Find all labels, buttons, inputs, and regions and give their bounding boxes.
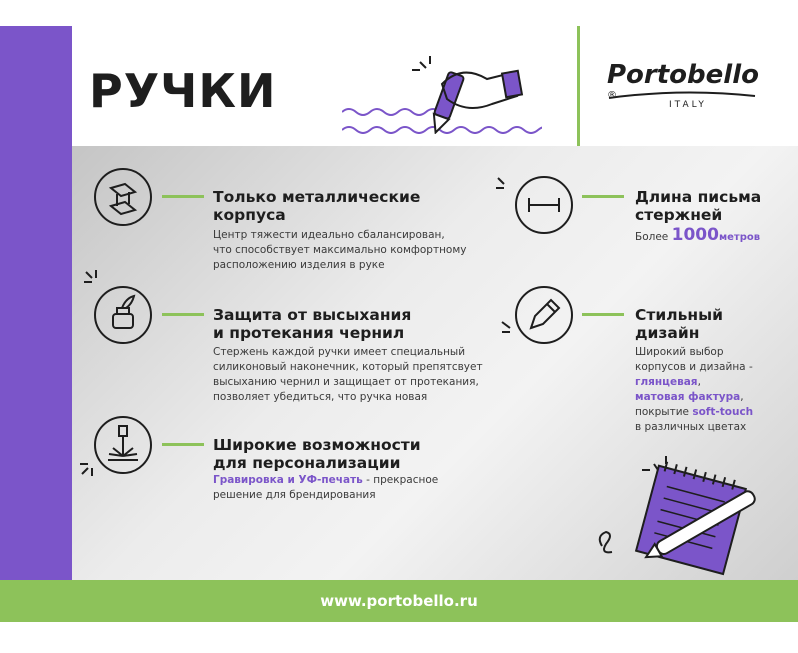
- hand-pen-illustration: [342, 54, 542, 134]
- pen-design-icon: [515, 286, 573, 344]
- feature-title-drying: Защита от высыхания и протекания чернил: [213, 306, 412, 342]
- connector-line: [162, 313, 204, 316]
- feature-desc-drying: Стержень каждой ручки имеет специальный силиконовый наконечник, который препятсвует высыханию чернил и защищает от протекания, позволяет убедиться, что ручка новая: [213, 346, 483, 403]
- sparkle-icon: [78, 456, 100, 478]
- inkwell-icon: [94, 286, 152, 344]
- features-panel: [72, 146, 798, 580]
- feature-title-metal: Только металлические корпуса: [213, 188, 421, 224]
- footer: [0, 580, 798, 622]
- feature-title-personalization: Широкие возможности для персонализации: [213, 436, 421, 472]
- length-unit: метров: [718, 232, 761, 243]
- sparkle-icon: [494, 174, 514, 194]
- page-title: РУЧКИ: [89, 64, 277, 118]
- website-link[interactable]: www.portobello.ru: [320, 592, 478, 610]
- logo-reg: ®: [607, 90, 617, 101]
- logo-swoosh-icon: [607, 88, 757, 100]
- laser-engraving-icon: [94, 416, 152, 474]
- length-number: 1000: [671, 225, 719, 245]
- highlight-soft-touch: soft-touch: [692, 406, 754, 418]
- header-divider: [577, 26, 580, 146]
- feature-desc-metal: Центр тяжести идеально сбалансирован, что способствует максимально комфортному расположению изделия в руке: [213, 229, 467, 271]
- feature-desc-personalization: Гравировка и УФ-печать - прекрасное решение для брендирования: [213, 474, 439, 501]
- connector-line: [582, 195, 624, 198]
- feature-desc-length: Более 1000метров: [635, 225, 761, 245]
- ruler-length-icon: [515, 176, 573, 234]
- highlight-matte: матовая фактура: [635, 391, 741, 403]
- purple-side-bar: [0, 26, 72, 580]
- logo-name: Portobello: [607, 60, 759, 90]
- sparkle-icon: [500, 318, 520, 338]
- notebook-pen-illustration: [592, 456, 772, 576]
- header: [72, 26, 798, 146]
- metal-body-icon: [94, 168, 152, 226]
- highlight-glossy: глянцевая: [635, 376, 698, 388]
- sparkle-icon: [82, 268, 106, 288]
- connector-line: [162, 443, 204, 446]
- logo-subtitle: ITALY: [669, 100, 707, 110]
- connector-line: [582, 313, 624, 316]
- feature-desc-design: Широкий выбор корпусов и дизайна - глянцевая, матовая фактура, покрытие soft-touch в различных цветах: [635, 346, 754, 433]
- connector-line: [162, 195, 204, 198]
- feature-title-design: Стильный дизайн: [635, 306, 723, 342]
- highlight-engraving: Гравировка и УФ-печать: [213, 474, 363, 486]
- feature-title-length: Длина письма стержней: [635, 188, 762, 224]
- brand-logo[interactable]: [607, 60, 757, 120]
